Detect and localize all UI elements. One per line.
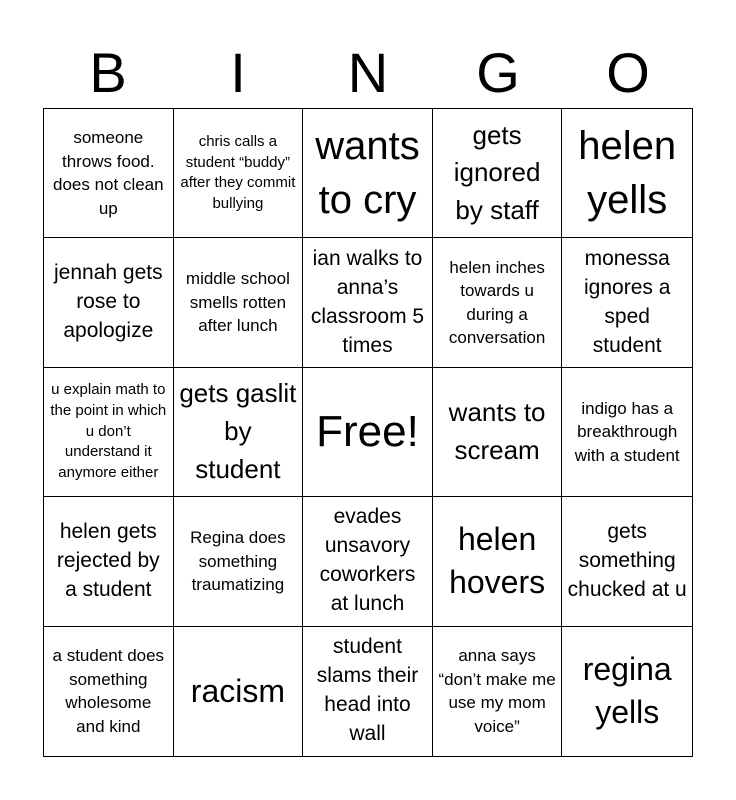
bingo-cell-text: racism xyxy=(190,672,285,709)
bingo-cell[interactable] xyxy=(433,238,563,367)
bingo-cell[interactable] xyxy=(44,497,174,626)
bingo-cell-text: wants to scream xyxy=(448,397,546,465)
bingo-cell[interactable] xyxy=(174,627,304,756)
bingo-cell-text: gets gaslit by student xyxy=(179,378,297,484)
bingo-cell[interactable] xyxy=(303,497,433,626)
bingo-cell-text: chris calls a student “buddy” after they commit bullying xyxy=(180,132,296,212)
bingo-cell[interactable] xyxy=(562,109,692,238)
bingo-cell[interactable] xyxy=(433,368,563,497)
bingo-cell[interactable] xyxy=(174,497,304,626)
bingo-cell-text: helen inches towards u during a conversation xyxy=(448,257,546,348)
bingo-cell-text: student slams their head into wall xyxy=(316,635,419,746)
bingo-cell[interactable] xyxy=(303,627,433,756)
bingo-cell-text: jennah gets rose to apologize xyxy=(54,261,163,343)
header-letter-o: O xyxy=(606,41,650,104)
header-letter-g: G xyxy=(476,41,520,104)
bingo-cell-text: helen hovers xyxy=(449,521,546,601)
bingo-cell-text: ian walks to anna’s classroom 5 times xyxy=(310,246,425,357)
bingo-cell-text: wants to cry xyxy=(315,124,420,223)
bingo-cell-text: monessa ignores a sped student xyxy=(584,246,671,357)
bingo-cell[interactable] xyxy=(44,368,174,497)
bingo-cell-text: indigo has a breakthrough with a student xyxy=(574,398,680,465)
header-letter-b: B xyxy=(89,41,127,104)
bingo-cell[interactable] xyxy=(44,627,174,756)
bingo-cell[interactable] xyxy=(303,238,433,367)
bingo-cell[interactable] xyxy=(174,368,304,497)
bingo-cell-text: u explain math to the point in which u don’t understand it anymore either xyxy=(50,381,167,482)
bingo-cell[interactable] xyxy=(562,497,692,626)
bingo-cell-text: a student does something wholesome and kind xyxy=(52,646,165,736)
bingo-cell[interactable] xyxy=(433,497,563,626)
bingo-cell[interactable] xyxy=(303,109,433,238)
bingo-cell-text: helen yells xyxy=(578,124,677,223)
bingo-cell-text: Regina does something traumatizing xyxy=(190,528,286,595)
bingo-cell[interactable] xyxy=(433,627,563,756)
bingo-card xyxy=(43,108,693,757)
bingo-cell-text: gets something chucked at u xyxy=(567,519,687,601)
bingo-cell[interactable] xyxy=(44,238,174,367)
header-letter-n: N xyxy=(347,41,389,104)
bingo-header xyxy=(43,38,693,108)
bingo-cell-text: regina yells xyxy=(582,651,672,731)
free-space-label: Free! xyxy=(316,406,419,456)
bingo-cell[interactable] xyxy=(562,627,692,756)
bingo-cell[interactable] xyxy=(174,109,304,238)
bingo-cell-text: middle school smells rotten after lunch xyxy=(185,269,290,336)
bingo-cell-free[interactable] xyxy=(303,368,433,497)
bingo-cell-text: evades unsavory coworkers at lunch xyxy=(319,505,416,616)
bingo-cell[interactable] xyxy=(44,109,174,238)
bingo-cell[interactable] xyxy=(562,238,692,367)
bingo-cell[interactable] xyxy=(562,368,692,497)
bingo-cell-text: gets ignored by staff xyxy=(453,119,541,226)
header-letter-i: I xyxy=(230,41,246,104)
bingo-cell[interactable] xyxy=(433,109,563,238)
bingo-cell-text: someone throws food. does not clean up xyxy=(53,128,164,218)
bingo-cell[interactable] xyxy=(174,238,304,367)
bingo-cell-text: anna says “don’t make me use my mom voice” xyxy=(438,646,556,736)
bingo-cell-text: helen gets rejected by a student xyxy=(56,519,160,601)
